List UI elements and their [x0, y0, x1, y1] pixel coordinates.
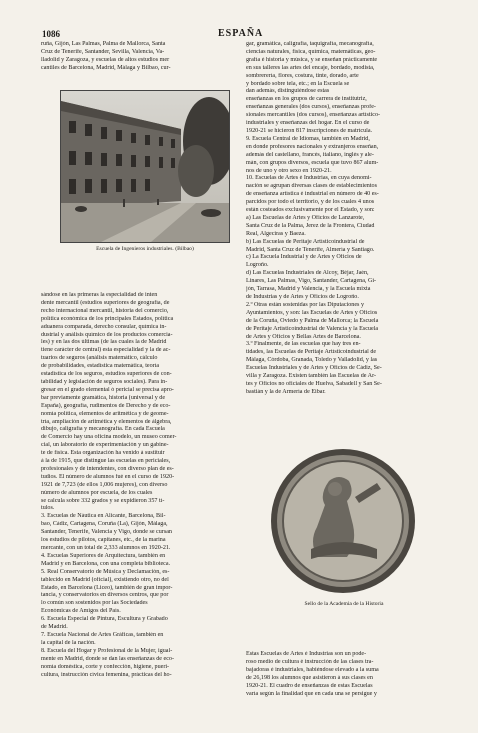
text-line: estadística de los seguros, estudios superiores de con-	[41, 371, 172, 378]
text-line: bajadoras é industriales, habiéndose elevado a la suma	[246, 666, 379, 673]
text-line: 7. Escuela Nacional de Artes Gráficas, también en	[41, 631, 164, 638]
text-line: 4. Escuelas Superiores de Arquitectura, también en	[41, 552, 166, 559]
text-line: de Madrid.	[41, 624, 68, 631]
text-line: tiene carácter de central) esta especialidad y la de ac-	[41, 347, 171, 354]
text-line: sionales mercantiles (dos cursos), enseñanzas artístico-	[246, 112, 381, 119]
text-line: nación se agrupan diversas clases de establecimientos	[246, 183, 377, 190]
text-line: Cruz de Tenerife, Santander, Sevilla, Valencia, Va-	[41, 48, 165, 55]
text-line: enseñanzas en los grupos de carrera de institutriz,	[246, 96, 367, 103]
text-line: ciencias naturales, física, química, matemáticas, geo-	[246, 48, 376, 55]
text-line: de Comercio hay una oficina modelo, un museo comer-	[41, 434, 177, 441]
text-line: tes y Oficios no oficiales de Huelva, Sabadell y San Se-	[246, 380, 382, 387]
text-line: a) Las Escuelas de Artes y Oficios de Lanzarote,	[246, 214, 365, 221]
text-line: de probabilidades, estadística matemática, teoría	[41, 363, 160, 370]
text-line: 8. Escuela del Hogar y Profesional de la Mujer, igual-	[41, 647, 173, 654]
text-line: Real, Algeciras y Baeza.	[246, 230, 306, 237]
text-line: 6. Escuela Especial de Pintura, Escultura y Grabado	[41, 616, 168, 623]
text-line: Madrid y en Barcelona, con una completa biblioteca.	[41, 560, 171, 567]
text-line: tabilidad y legislación de seguros sociales). Para in-	[41, 378, 168, 385]
text-line: sándose en las primeras la especialidad de inten	[41, 292, 158, 298]
text-line: 5. Real Conservatorio de Música y Declamación, es-	[41, 568, 170, 575]
text-line: recho internacional mercantil, historia del comercio,	[41, 307, 169, 314]
text-line: Económicas de Amigos del País.	[41, 608, 121, 615]
running-header-title: ESPAÑA	[218, 28, 264, 39]
text-line: aduanera comparada, derecho consular, química in-	[41, 323, 167, 330]
text-line: tidades, las Escuelas de Peritaje Artísticoindustrial de	[246, 349, 377, 356]
medal-caption: Sello de la Academia de la Historia	[304, 601, 384, 607]
text-line: 1920-21 se hicieron 817 inscripciones de matrícula.	[246, 127, 373, 134]
text-line: Logroño.	[246, 262, 269, 269]
text-line: Estado, en Barcelona (Liceo), también de gran impor-	[41, 584, 173, 591]
text-line: tuarios de seguros (análisis matemático, cálculo	[41, 355, 158, 362]
text-line: están costeados exclusivamente por el Estado, y son:	[246, 207, 375, 214]
text-line: de Industrias y de Artes y Oficios de Logroño.	[246, 294, 359, 300]
text-line: además del castellano, francés, italiano, inglés y ale-	[246, 151, 374, 158]
text-line: tría, ampliación de aritmética y elementos de álgebra,	[41, 418, 172, 425]
text-line: bar previamente gramática, historia (universal y de	[41, 394, 166, 401]
text-line: Santander, Tenerife, Valencia y Vigo, donde se cursan	[41, 529, 172, 536]
text-line: en donde profesores nacionales y extranjeros enseñan,	[246, 143, 379, 150]
text-line: profesionales y de intendentes, con diverso plan de es-	[41, 465, 174, 472]
text-line: jón, Tarrasa, Madrid y Valencia, y la Escuela mixta	[246, 286, 371, 293]
academy-seal-medal	[259, 445, 428, 595]
text-line: de la Coruña, Oviedo y Palma de Mallorca; la Escuela	[246, 317, 379, 324]
right-column-top-text	[246, 41, 443, 397]
text-line: política económica de los principales Estados, política	[41, 315, 174, 322]
text-line: b) Las Escuelas de Peritaje Artísticoindustrial de	[246, 238, 365, 245]
text-line: bao, Cádiz, Cartagena, Coruña (La), Gijón, Málaga,	[41, 521, 168, 528]
text-line: 9. Escuela Central de Idiomas, también en Madrid,	[246, 135, 370, 142]
text-line: varía según la finalidad que en cada una se persigue y	[246, 690, 377, 697]
text-line: de Peritaje Artísticoindustrial de Valencia y la Escuela	[246, 325, 379, 332]
photo-engineering-school	[60, 90, 230, 243]
text-line: 3.º Finalmente, de las escuelas que hay tres en-	[246, 341, 361, 348]
text-line: 2.º Otras están sostenidas por las Diputaciones y	[246, 301, 364, 308]
text-line: tancia, y conservatorios en diversos centros, que por	[41, 592, 169, 599]
text-line: Ayuntamientos, y son: las Escuelas de Artes y Oficios	[246, 309, 378, 316]
photo-caption: Escuela de Ingenieros industriales. (Bilbao)	[96, 246, 194, 252]
right-column-bottom-text	[246, 651, 443, 698]
text-line: ruña, Gijón, Las Palmas, Palma de Mallorca, Santa	[41, 41, 166, 47]
text-line: mercante, con un total de 2,333 alumnos en 1920-21.	[41, 545, 171, 551]
text-line: tablecido en Madrid (oficial), existiendo otro, no del	[41, 576, 169, 583]
text-line: sombrerería, flores, costura, tinte, dorado, arte	[246, 72, 359, 79]
text-line: roso medio de cultura é instrucción de las clases tra-	[246, 658, 374, 665]
text-line: Madrid, Santa Cruz de Tenerife, Almería y Santiago.	[246, 246, 375, 253]
text-line: de 26,198 los alumnos que asistieron á sus clases en	[246, 674, 373, 681]
text-line: 10. Escuelas de Artes é Industrias, en cuya denomi-	[246, 175, 372, 182]
building-photo-illustration	[61, 91, 229, 242]
text-line: España), geografía, rudimentos de Derecho y de eco-	[41, 402, 171, 409]
text-line: nomía política, elementos de aritmética y de geome-	[41, 410, 169, 417]
text-line: lladolid y Zaragoza, y escuelas de altos estudios mer	[41, 56, 170, 63]
page-number: 1086	[42, 29, 60, 39]
text-line: grafía é historia y música, y se enseñan prácticamente	[246, 56, 378, 63]
text-line: cial, un laboratorio de experimentación y un gabine-	[41, 442, 169, 449]
text-line: 3. Escuelas de Náutica en Alicante, Barcelona, Bil-	[41, 513, 166, 520]
text-line: 1920-21. El cuadro de enseñanzas de estas Escuelas	[246, 682, 373, 689]
text-line: Málaga, Córdoba, Granada, Toledo y Valladolid, y las	[246, 357, 378, 364]
text-line: Estas Escuelas de Artes é Industrias son un pode-	[246, 651, 367, 657]
text-line: mán, con grupos diversos, escuela que tuvo 867 alum-	[246, 159, 379, 166]
text-line: 1921 de 7,723 (de ellos 1,006 mujeres), con diverso	[41, 481, 168, 488]
text-line: Linares, Las Palmas, Vigo, Santander, Cartagena, Gi-	[246, 278, 377, 285]
text-line: dan además, distinguiéndose estas	[246, 88, 330, 95]
text-line: Escuelas Industriales y de Artes y Oficios de Cádiz, Se-	[246, 365, 382, 372]
text-line: de Artes y Oficios y Bellas Artes de Barcelona.	[246, 333, 361, 340]
text-line: parcidos por todo el territorio, y de los cuales 4 unos	[246, 199, 375, 206]
medal-illustration	[259, 445, 428, 595]
text-line: número de alumnos por escuela, de los cuales	[41, 489, 153, 496]
text-line: dente mercantil (estudios superiores de geografía, de	[41, 299, 170, 306]
text-line: c) La Escuela Industrial y de Artes y Oficios de	[246, 254, 362, 261]
text-line: bastián y la de Armería de Eibar.	[246, 388, 326, 395]
text-line: dustrial y análisis químico de los productos comercia-	[41, 331, 173, 338]
left-column-main-text	[41, 292, 237, 679]
text-line: dibujo, caligrafía y mecanografía. En cada Escuela	[41, 426, 165, 433]
text-line: nos de uno y otro sexo en 1920-21.	[246, 167, 332, 174]
text-line: tudios. El número de alumnos fué en el curso de 1920-	[41, 473, 175, 480]
text-line: en sus talleres las artes del encaje, bordado, modista,	[246, 64, 375, 71]
text-line: tulos.	[41, 505, 55, 512]
text-line: te de física. Esta organización ha venido á sustituir	[41, 450, 165, 457]
text-line: villa y Zaragoza. Existen también las Escuelas de Ar-	[246, 373, 377, 380]
text-line: nomía doméstica, corte y confección, higiene, pueri-	[41, 663, 170, 670]
text-line: d) Las Escuelas Industriales de Alcoy, Béjar, Jaén,	[246, 270, 369, 277]
text-line: á la de 1915, que distingue las escuelas en periciales,	[41, 458, 171, 465]
text-line: Santa Cruz de la Palma, Jerez de la Frontera, Ciudad	[246, 222, 375, 229]
text-line: los estudios de pilotos, capitanes, etc., de la marina	[41, 537, 166, 544]
left-column-top-text	[41, 41, 237, 73]
text-line: cantiles de Barcelona, Madrid, Málaga y Bilbao, cur-	[41, 64, 171, 71]
text-line: industriales y enseñanzas del hogar. En el curso de	[246, 120, 370, 127]
text-line: gar, gramática, caligrafía, taquigrafía, mecanografía,	[246, 41, 374, 47]
text-line: la capital de la nación.	[41, 639, 96, 646]
text-line: les) y en las dos últimas (de las cuales la de Madrid	[41, 339, 167, 346]
text-line: y bordado sobre tela, etc.; en la Escuela se	[246, 80, 350, 87]
text-line: se calcula sobre 332 grados y se expidieron 357 tí-	[41, 497, 165, 504]
text-line: gresar en el grado elemental ó pericial se precisa apro-	[41, 386, 174, 393]
text-line: lo común son sostenidos por las Sociedades	[41, 600, 148, 607]
text-line: cultura, instrucción cívica femenina, prácticas del ho-	[41, 671, 172, 678]
text-line: de enseñanza artística é industrial en número de 40 es-	[246, 191, 379, 198]
text-line: enseñanzas generales (dos cursos), enseñanzas profe-	[246, 104, 376, 111]
text-line: mente en Madrid, donde se dan las enseñanzas de eco-	[41, 655, 174, 662]
